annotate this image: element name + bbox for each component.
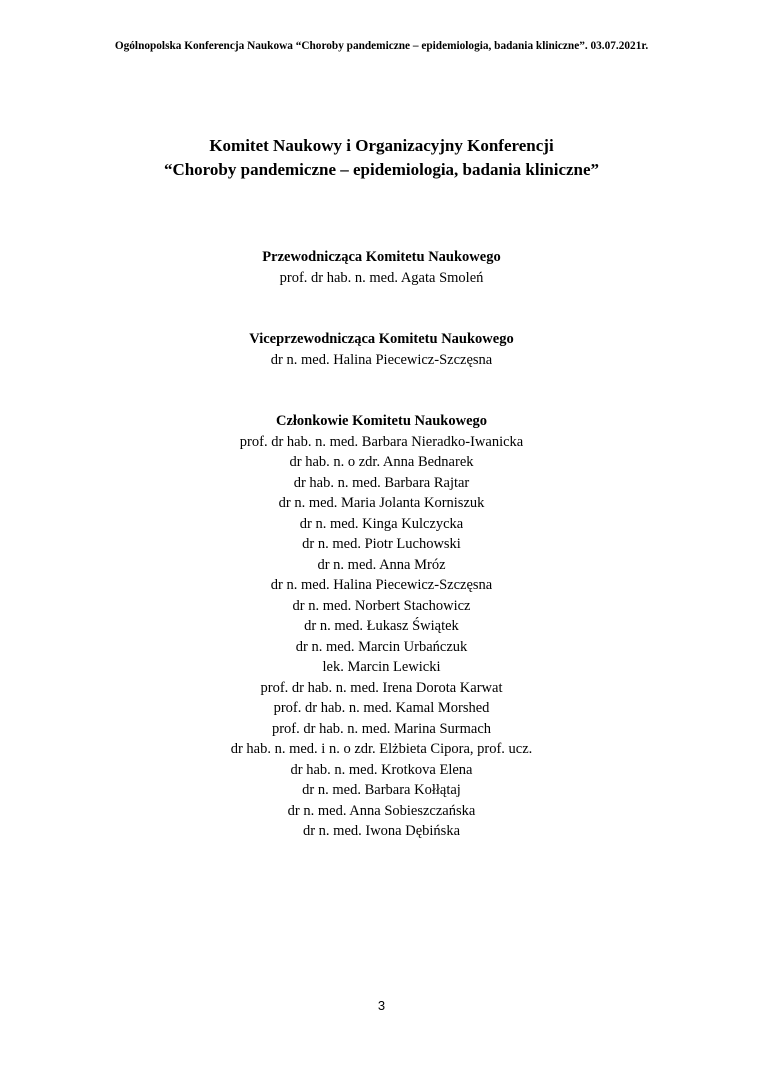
member-name: dr n. med. Anna Sobieszczańska — [287, 802, 476, 819]
chair-section — [0, 247, 763, 288]
vice-chair-name: dr n. med. Halina Piecewicz-Szczęsna — [270, 351, 493, 368]
member-name: dr n. med. Norbert Stachowicz — [292, 597, 471, 614]
chair-name: prof. dr hab. n. med. Agata Smoleń — [279, 269, 484, 286]
member-name: dr n. med. Barbara Kołłątaj — [302, 782, 461, 798]
vice-chair-section — [0, 329, 763, 370]
member-name: dr n. med. Piotr Luchowski — [302, 536, 461, 552]
member-name: dr n. med. Łukasz Świątek — [304, 618, 459, 634]
member-name: prof. dr hab. n. med. Irena Dorota Karwat — [260, 679, 503, 696]
member-name: dr n. med. Iwona Dębińska — [302, 823, 461, 839]
member-name: dr hab. n. med. Barbara Rajtar — [293, 474, 470, 491]
title-line-1: Komitet Naukowy i Organizacyjny Konferencji — [209, 136, 554, 155]
member-name: dr n. med. Marcin Urbańczuk — [295, 638, 468, 655]
members-heading: Członkowie Komitetu Naukowego — [275, 413, 488, 429]
member-name: dr n. med. Maria Jolanta Korniszuk — [278, 495, 485, 511]
member-name: dr n. med. Kinga Kulczycka — [299, 515, 464, 532]
member-name: prof. dr hab. n. med. Barbara Nieradko-Iwanicka — [239, 433, 524, 450]
member-name: dr hab. n. med. i n. o zdr. Elżbieta Cipora, prof. ucz. — [230, 741, 533, 757]
member-name: prof. dr hab. n. med. Marina Surmach — [271, 720, 492, 737]
page-number: 3 — [377, 998, 386, 1013]
member-name: dr hab. n. o zdr. Anna Bednarek — [289, 454, 474, 470]
member-name: dr n. med. Halina Piecewicz-Szczęsna — [270, 577, 493, 593]
member-name: prof. dr hab. n. med. Kamal Morshed — [273, 700, 490, 716]
member-name: lek. Marcin Lewicki — [322, 659, 441, 675]
member-name: dr n. med. Anna Mróz — [317, 556, 446, 573]
member-name: dr hab. n. med. Krotkova Elena — [290, 761, 473, 778]
running-header: Ogólnopolska Konferencja Naukowa “Choroby pandemiczne – epidemiologia, badania kliniczne”. 03.07.2021r. — [114, 40, 649, 52]
title-line-2: “Choroby pandemiczne – epidemiologia, badania kliniczne” — [163, 160, 600, 179]
members-section — [0, 411, 763, 842]
vice-chair-heading: Viceprzewodnicząca Komitetu Naukowego — [249, 331, 514, 347]
chair-heading: Przewodnicząca Komitetu Naukowego — [262, 249, 501, 265]
document-title — [0, 134, 763, 182]
